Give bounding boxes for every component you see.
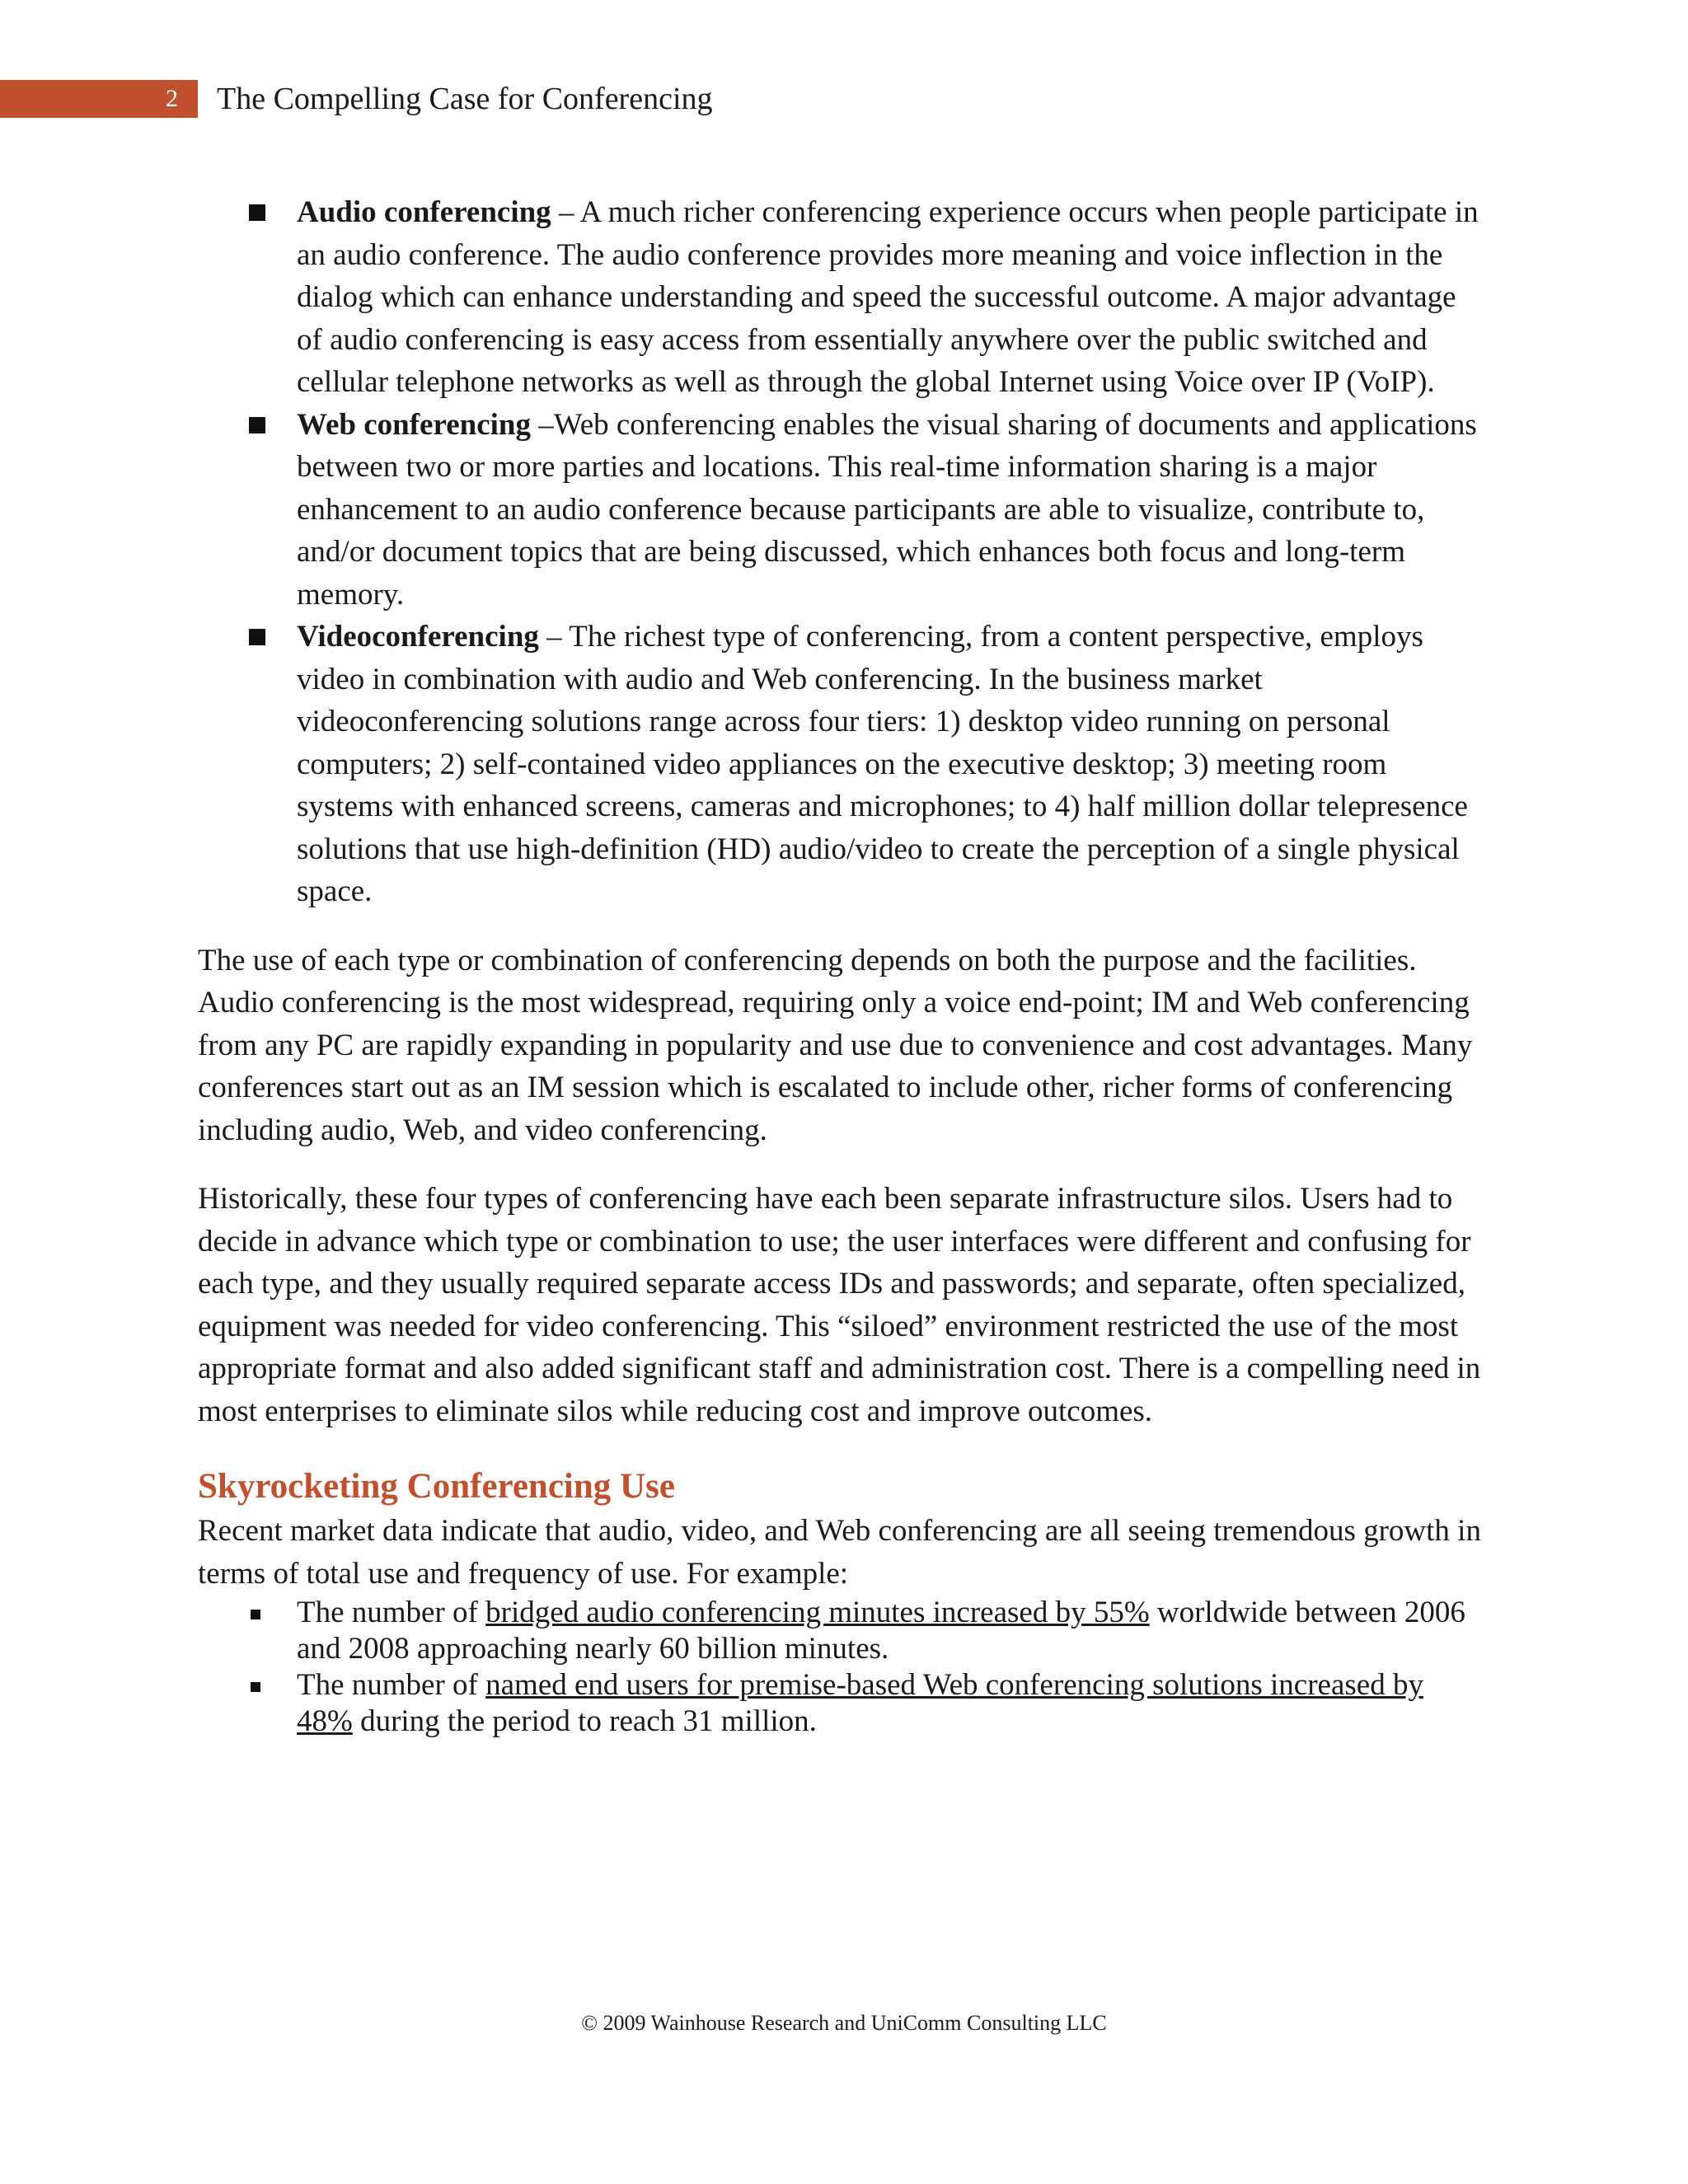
list-item-audio-conferencing <box>198 191 1484 404</box>
fact-highlight: named end users for premise-based Web conferencing solutions increased by 48% <box>297 1668 1423 1738</box>
term-videoconferencing: Videoconferencing <box>297 620 539 654</box>
header-title: The Compelling Case for Conferencing <box>217 82 713 116</box>
fact-prefix: The number of <box>297 1596 486 1629</box>
page-number-tab <box>0 80 198 118</box>
section-heading: Skyrocketing Conferencing Use <box>198 1467 675 1506</box>
paragraph-historically: Historically, these four types of conferencing have each been separate infrastructure silos. Users had to decide in advance which type or combination to use; the user interfaces were different and confusing for each type, and they usually required separate access IDs and passwords; and separate, often specialized, equipment was needed for video conferencing. This “siloed” environment restricted the use of the most appropriate format and also added significant staff and administration cost. There is a compelling need in most enterprises to eliminate silos while reducing cost and improve outcomes. <box>198 1182 1481 1428</box>
list-item-audio-minutes-fact <box>198 1595 1484 1667</box>
term-audio-conferencing: Audio conferencing <box>297 195 551 229</box>
description-web-conferencing: –Web conferencing enables the visual sharing of documents and applications between two or more parties and locations. This real-time information sharing is a major enhancement to an audio conference because participants are able to visualize, contribute to, and/or document topics that are being discussed, which enhances both focus and long-term memory. <box>297 407 1477 612</box>
footer-copyright: © 2009 Wainhouse Research and UniComm Consulting LLC <box>581 2011 1107 2035</box>
description-videoconferencing: – The richest type of conferencing, from a content perspective, employs video in combination with audio and Web conferencing. In the business market videoconferencing solutions range across four tiers: 1) desktop video running on personal computers; 2) self-contained video appliances on the executive desktop; 3) meeting room systems with enhanced screens, cameras and microphones; to 4) half million dollar telepresence solutions that use high-definition (HD) audio/video to create the perception of a single physical space. <box>297 620 1468 908</box>
list-item-web-conferencing <box>198 404 1484 616</box>
square-bullet-icon <box>249 417 265 434</box>
market-facts-list <box>198 1595 1484 1740</box>
conferencing-types-list <box>198 191 1484 913</box>
page-header <box>0 80 824 118</box>
term-web-conferencing: Web conferencing <box>297 407 531 442</box>
fact-suffix: during the period to reach 31 million. <box>352 1704 817 1738</box>
document-body <box>198 191 1484 1740</box>
paragraph-use-of-each: The use of each type or combination of conferencing depends on both the purpose and the facilities. Audio conferencing is the most widespread, requiring only a voice end-point; IM and Web conferencing from any PC are rapidly expanding in popularity and use due to convenience and cost advantages. Many conferences start out as an IM session which is escalated to include other, richer forms of conferencing including audio, Web, and video conferencing. <box>198 943 1473 1147</box>
section-lead-paragraph: Recent market data indicate that audio, video, and Web conferencing are all seeing tremendous growth in terms of total use and frequency of use. For example: <box>198 1514 1481 1591</box>
page-number: 2 <box>166 85 178 112</box>
fact-prefix: The number of <box>297 1668 486 1702</box>
list-item-videoconferencing <box>198 616 1484 913</box>
square-bullet-icon <box>249 204 265 221</box>
fact-suffix: worldwide between 2006 and 2008 approaching nearly 60 billion minutes. <box>297 1596 1465 1666</box>
small-square-bullet-icon <box>251 1610 260 1619</box>
square-bullet-icon <box>249 629 265 645</box>
fact-highlight: bridged audio conferencing minutes increased by 55% <box>485 1596 1150 1629</box>
small-square-bullet-icon <box>251 1682 260 1692</box>
description-audio-conferencing: – A much richer conferencing experience occurs when people participate in an audio conference. The audio conference provides more meaning and voice inflection in the dialog which can enhance understanding and speed the successful outcome. A major advantage of audio conferencing is easy access from essentially anywhere over the public switched and cellular telephone networks as well as through the global Internet using Voice over IP (VoIP). <box>297 195 1479 399</box>
list-item-web-users-fact <box>198 1667 1484 1740</box>
